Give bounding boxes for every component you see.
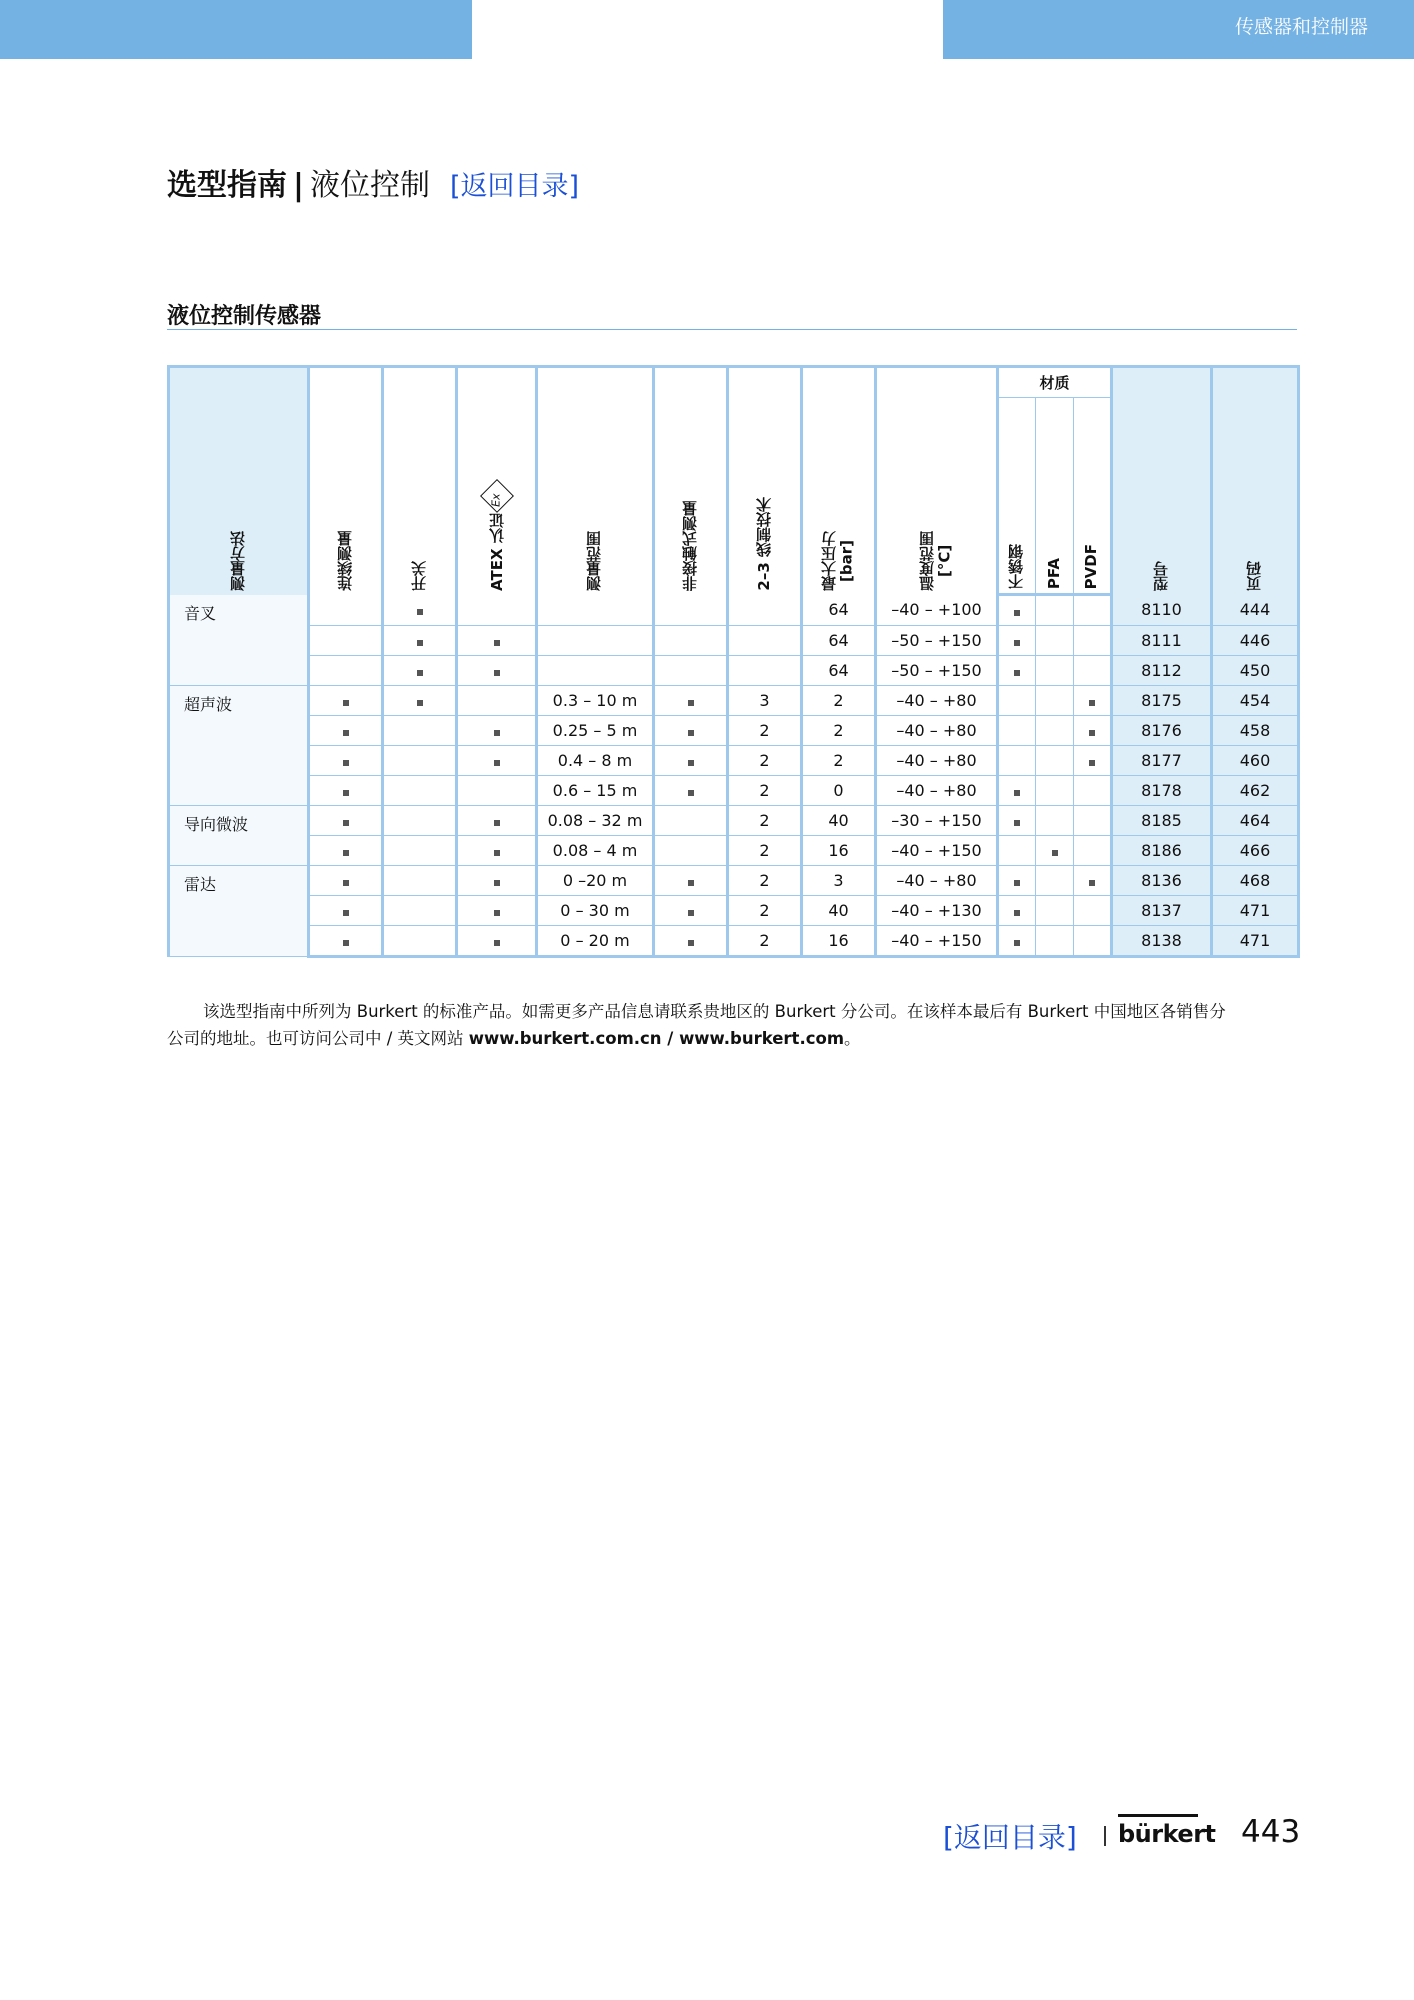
table-row (169, 926, 1299, 957)
cell-continuous (309, 866, 383, 896)
cell-continuous (309, 595, 383, 626)
cell-atex (457, 836, 537, 866)
cell-noncontact (654, 686, 728, 716)
check-mark-icon (1089, 700, 1095, 706)
cell-temp: –40 – +80 (876, 746, 998, 776)
burkert-logo: bürkert (1118, 1820, 1216, 1848)
cell-pvdf (1074, 595, 1112, 626)
cell-switch (383, 896, 457, 926)
cell-noncontact (654, 716, 728, 746)
cell-pvdf (1074, 686, 1112, 716)
check-mark-icon (343, 940, 349, 946)
cell-pfa (1036, 776, 1074, 806)
cell-ss (998, 926, 1036, 957)
check-mark-icon (494, 670, 500, 676)
cell-noncontact (654, 866, 728, 896)
table-row (169, 686, 1299, 716)
check-mark-icon (688, 760, 694, 766)
cell-pressure: 64 (802, 626, 876, 656)
cell-atex (457, 686, 537, 716)
check-mark-icon (1089, 880, 1095, 886)
cell-ss (998, 626, 1036, 656)
cell-method: 超声波 (169, 686, 309, 806)
cell-pressure: 40 (802, 896, 876, 926)
footer-separator (1104, 1826, 1106, 1846)
cell-wire: 3 (728, 686, 802, 716)
cell-page: 446 (1212, 626, 1299, 656)
cell-wire: 2 (728, 836, 802, 866)
cell-range: 0.3 – 10 m (537, 686, 654, 716)
check-mark-icon (343, 760, 349, 766)
check-mark-icon (1014, 910, 1020, 916)
footnote: 该选型指南中所列为 Burkert 的标准产品。如需更多产品信息请联系贵地区的 Burkert 分公司。在该样本最后有 Burkert 中国地区各销售分 公司的地址。也可访问公司中 / 英文网站 www.burkert.com.cn / www.burkert.com。 (167, 1002, 1226, 1048)
check-mark-icon (343, 820, 349, 826)
check-mark-icon (343, 700, 349, 706)
header-atex: ATEX 认证 Ex (457, 367, 537, 595)
section-title: 液位控制传感器 (167, 304, 322, 329)
cell-page: 468 (1212, 866, 1299, 896)
header-pvdf: PVDF (1074, 398, 1112, 595)
cell-model: 8111 (1112, 626, 1212, 656)
header-continuous: 连续测量 (309, 367, 383, 595)
cell-model: 8175 (1112, 686, 1212, 716)
cell-pvdf (1074, 836, 1112, 866)
check-mark-icon (417, 640, 423, 646)
cell-continuous (309, 716, 383, 746)
cell-continuous (309, 926, 383, 957)
cell-method: 导向微波 (169, 806, 309, 866)
cell-pvdf (1074, 716, 1112, 746)
header-noncontact: 非接触式测量 (654, 367, 728, 595)
cell-noncontact (654, 806, 728, 836)
cell-wire: 2 (728, 866, 802, 896)
cell-temp: –40 – +80 (876, 776, 998, 806)
check-mark-icon (417, 670, 423, 676)
cell-noncontact (654, 836, 728, 866)
check-mark-icon (1014, 640, 1020, 646)
cell-wire (728, 626, 802, 656)
cell-range (537, 656, 654, 686)
cell-pfa (1036, 806, 1074, 836)
cell-continuous (309, 656, 383, 686)
cell-noncontact (654, 776, 728, 806)
header-bar-right (943, 0, 1414, 59)
cell-pvdf (1074, 926, 1112, 957)
header-switch: 开关 (383, 367, 457, 595)
table-row (169, 806, 1299, 836)
check-mark-icon (343, 790, 349, 796)
check-mark-icon (688, 940, 694, 946)
cell-page: 462 (1212, 776, 1299, 806)
cell-pfa (1036, 836, 1074, 866)
selection-table (167, 365, 1300, 958)
cell-wire: 2 (728, 716, 802, 746)
cell-pressure: 16 (802, 926, 876, 957)
cell-atex (457, 626, 537, 656)
cell-pressure: 0 (802, 776, 876, 806)
cell-switch (383, 716, 457, 746)
cell-ss (998, 656, 1036, 686)
table-row (169, 746, 1299, 776)
cell-range (537, 595, 654, 626)
cell-model: 8177 (1112, 746, 1212, 776)
cell-temp: –40 – +130 (876, 896, 998, 926)
cell-pfa (1036, 866, 1074, 896)
check-mark-icon (1014, 670, 1020, 676)
check-mark-icon (494, 910, 500, 916)
check-mark-icon (417, 609, 423, 615)
cell-noncontact (654, 656, 728, 686)
cell-ss (998, 686, 1036, 716)
cell-pvdf (1074, 776, 1112, 806)
header-pfa: PFA (1036, 398, 1074, 595)
cell-ss (998, 746, 1036, 776)
table-row (169, 896, 1299, 926)
check-mark-icon (1014, 880, 1020, 886)
header-range: 测量范围 (537, 367, 654, 595)
cell-ss (998, 836, 1036, 866)
cell-switch (383, 656, 457, 686)
cell-pressure: 64 (802, 656, 876, 686)
cell-switch (383, 866, 457, 896)
cell-ss (998, 866, 1036, 896)
cell-atex (457, 806, 537, 836)
cell-range: 0.08 – 32 m (537, 806, 654, 836)
check-mark-icon (494, 640, 500, 646)
table-row (169, 626, 1299, 656)
page-number: 443 (1241, 1814, 1301, 1850)
note-line-2: 公司的地址。也可访问公司中 / 英文网站 (167, 1029, 469, 1048)
cell-temp: –40 – +80 (876, 686, 998, 716)
cell-switch (383, 776, 457, 806)
cell-pvdf (1074, 866, 1112, 896)
cell-atex (457, 716, 537, 746)
cell-ss (998, 776, 1036, 806)
cell-range: 0.4 – 8 m (537, 746, 654, 776)
cell-atex (457, 776, 537, 806)
cell-pressure: 16 (802, 836, 876, 866)
cell-wire: 2 (728, 926, 802, 957)
check-mark-icon (343, 850, 349, 856)
cell-temp: –40 – +100 (876, 595, 998, 626)
header-bar-left (0, 0, 472, 59)
header-model: 型号 (1112, 367, 1212, 595)
cell-pvdf (1074, 896, 1112, 926)
cell-atex (457, 926, 537, 957)
cell-wire (728, 595, 802, 626)
cell-continuous (309, 776, 383, 806)
cell-continuous (309, 686, 383, 716)
cell-continuous (309, 806, 383, 836)
cell-continuous (309, 896, 383, 926)
cell-range: 0.6 – 15 m (537, 776, 654, 806)
check-mark-icon (1014, 940, 1020, 946)
header-page: 页码 (1212, 367, 1299, 595)
cell-page: 458 (1212, 716, 1299, 746)
cell-switch (383, 626, 457, 656)
cell-page: 460 (1212, 746, 1299, 776)
table-row (169, 595, 1299, 626)
title-separator: | (293, 168, 304, 203)
cell-atex (457, 896, 537, 926)
cell-noncontact (654, 626, 728, 656)
cell-atex (457, 746, 537, 776)
cell-page: 471 (1212, 896, 1299, 926)
cell-noncontact (654, 746, 728, 776)
ex-icon: Ex (480, 479, 514, 513)
cell-ss (998, 896, 1036, 926)
cell-temp: –50 – +150 (876, 656, 998, 686)
cell-noncontact (654, 926, 728, 957)
check-mark-icon (688, 700, 694, 706)
cell-temp: –40 – +150 (876, 836, 998, 866)
cell-page: 466 (1212, 836, 1299, 866)
check-mark-icon (1089, 730, 1095, 736)
back-to-toc-link[interactable]: [返回目录] (449, 171, 580, 202)
cell-page: 464 (1212, 806, 1299, 836)
cell-wire: 2 (728, 806, 802, 836)
cell-wire: 2 (728, 896, 802, 926)
page-title (167, 160, 579, 204)
cell-wire (728, 656, 802, 686)
cell-pvdf (1074, 626, 1112, 656)
cell-switch (383, 746, 457, 776)
check-mark-icon (343, 910, 349, 916)
cell-continuous (309, 836, 383, 866)
cell-ss (998, 806, 1036, 836)
cell-pressure: 2 (802, 716, 876, 746)
table-row (169, 776, 1299, 806)
cell-page: 471 (1212, 926, 1299, 957)
footer-back-to-toc-link[interactable]: [返回目录] (943, 1821, 1077, 1854)
check-mark-icon (494, 880, 500, 886)
cell-noncontact (654, 595, 728, 626)
header-category: 传感器和控制器 (1234, 16, 1368, 38)
cell-pfa (1036, 656, 1074, 686)
cell-model: 8136 (1112, 866, 1212, 896)
cell-temp: –40 – +150 (876, 926, 998, 957)
cell-switch (383, 806, 457, 836)
check-mark-icon (343, 880, 349, 886)
cell-range: 0 –20 m (537, 866, 654, 896)
cell-pressure: 64 (802, 595, 876, 626)
cell-pfa (1036, 896, 1074, 926)
cell-pfa (1036, 926, 1074, 957)
cell-pfa (1036, 746, 1074, 776)
cell-temp: –50 – +150 (876, 626, 998, 656)
check-mark-icon (688, 790, 694, 796)
check-mark-icon (1052, 850, 1058, 856)
header-method: 测量方法 (169, 367, 309, 595)
cell-temp: –30 – +150 (876, 806, 998, 836)
cell-model: 8176 (1112, 716, 1212, 746)
check-mark-icon (494, 850, 500, 856)
cell-range (537, 626, 654, 656)
cell-ss (998, 716, 1036, 746)
check-mark-icon (688, 730, 694, 736)
table-row (169, 866, 1299, 896)
cell-range: 0.25 – 5 m (537, 716, 654, 746)
cell-pressure: 2 (802, 746, 876, 776)
check-mark-icon (494, 760, 500, 766)
check-mark-icon (343, 730, 349, 736)
cell-range: 0.08 – 4 m (537, 836, 654, 866)
check-mark-icon (688, 880, 694, 886)
cell-pfa (1036, 595, 1074, 626)
cell-range: 0 – 30 m (537, 896, 654, 926)
cell-noncontact (654, 896, 728, 926)
table-row (169, 716, 1299, 746)
cell-model: 8137 (1112, 896, 1212, 926)
check-mark-icon (494, 730, 500, 736)
cell-page: 454 (1212, 686, 1299, 716)
table-row (169, 656, 1299, 686)
cell-wire: 2 (728, 746, 802, 776)
header-material-group: 材质 (998, 367, 1112, 398)
cell-continuous (309, 626, 383, 656)
check-mark-icon (417, 700, 423, 706)
cell-model: 8112 (1112, 656, 1212, 686)
cell-pressure: 3 (802, 866, 876, 896)
cell-pvdf (1074, 806, 1112, 836)
cell-method: 音叉 (169, 595, 309, 686)
check-mark-icon (494, 940, 500, 946)
check-mark-icon (1014, 790, 1020, 796)
cell-model: 8138 (1112, 926, 1212, 957)
cell-ss (998, 595, 1036, 626)
cell-atex (457, 595, 537, 626)
cell-switch (383, 595, 457, 626)
cell-pfa (1036, 716, 1074, 746)
check-mark-icon (1089, 760, 1095, 766)
cell-model: 8186 (1112, 836, 1212, 866)
cell-switch (383, 836, 457, 866)
cell-pvdf (1074, 656, 1112, 686)
check-mark-icon (688, 910, 694, 916)
cell-page: 450 (1212, 656, 1299, 686)
header-ss: 不锈钢 (998, 398, 1036, 595)
cell-pfa (1036, 626, 1074, 656)
cell-page: 444 (1212, 595, 1299, 626)
title-bold: 选型指南 (167, 168, 287, 203)
cell-range: 0 – 20 m (537, 926, 654, 957)
table-row (169, 836, 1299, 866)
title-rest: 液位控制 (309, 168, 430, 203)
cell-continuous (309, 746, 383, 776)
cell-pvdf (1074, 746, 1112, 776)
check-mark-icon (1014, 610, 1020, 616)
cell-model: 8110 (1112, 595, 1212, 626)
cell-temp: –40 – +80 (876, 716, 998, 746)
cell-model: 8185 (1112, 806, 1212, 836)
header-wire: 2–3 线制技术 (728, 367, 802, 595)
cell-atex (457, 866, 537, 896)
cell-model: 8178 (1112, 776, 1212, 806)
cell-atex (457, 656, 537, 686)
cell-pressure: 2 (802, 686, 876, 716)
cell-pressure: 40 (802, 806, 876, 836)
header-temp: 温度范围 [°C] (876, 367, 998, 595)
note-line-1: 该选型指南中所列为 Burkert 的标准产品。如需更多产品信息请联系贵地区的 Burkert 分公司。在该样本最后有 Burkert 中国地区各销售分 (203, 1002, 1226, 1021)
header-pressure: 最大压力 [bar] (802, 367, 876, 595)
cell-method: 雷达 (169, 866, 309, 957)
section-divider (167, 329, 1297, 330)
cell-temp: –40 – +80 (876, 866, 998, 896)
cell-switch (383, 926, 457, 957)
check-mark-icon (1014, 820, 1020, 826)
website-link[interactable]: www.burkert.com.cn / www.burkert.com (468, 1029, 845, 1048)
cell-wire: 2 (728, 776, 802, 806)
cell-pfa (1036, 686, 1074, 716)
check-mark-icon (494, 820, 500, 826)
cell-switch (383, 686, 457, 716)
